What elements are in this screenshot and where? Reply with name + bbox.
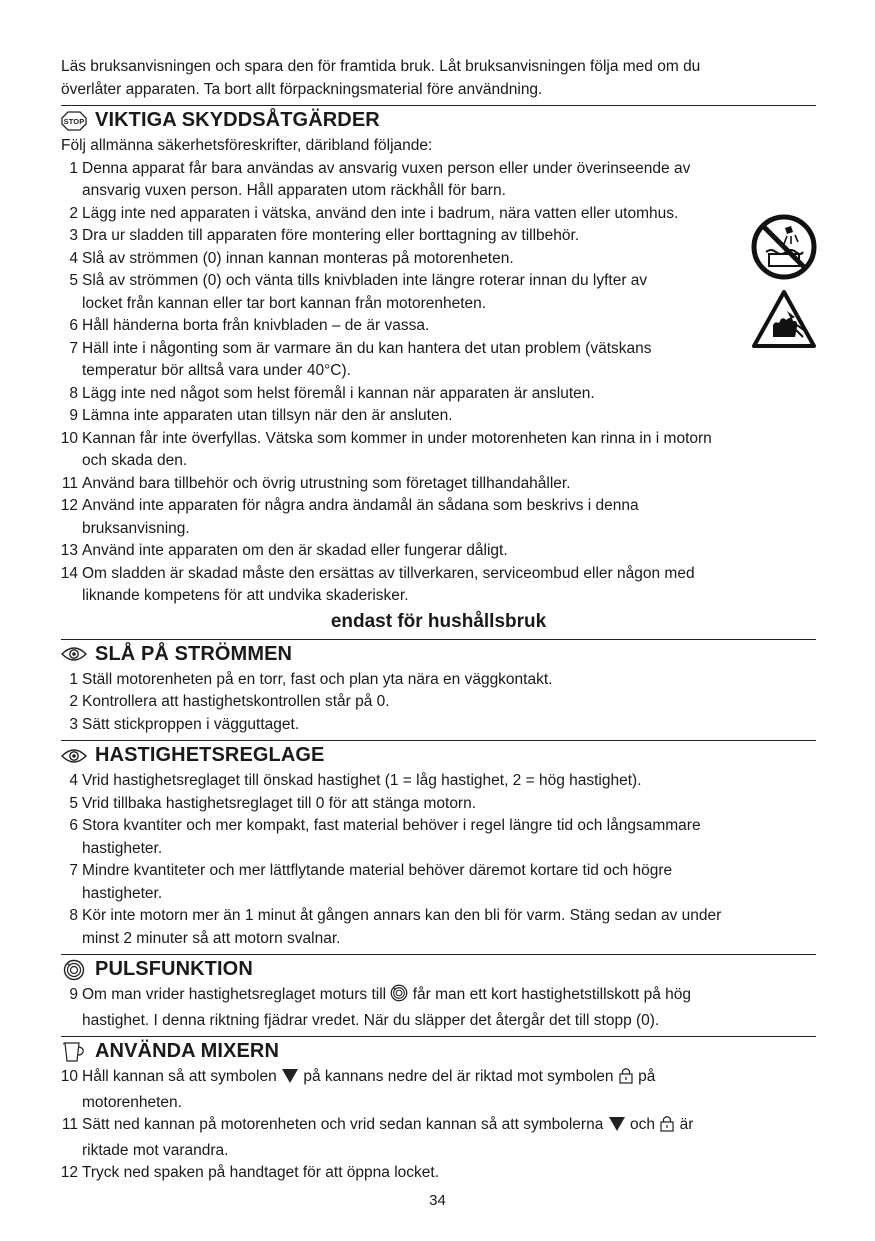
list-item: 4 Vrid hastighetsreglaget till önskad hastighet (1 = låg hastighet, 2 = hög hastighet). (69, 772, 642, 789)
list-item: 6 Håll händerna borta från knivbladen – de är vassa. (69, 317, 430, 334)
list-item: 8 Kör inte motorn mer än 1 minut åt gången annars kan den bli för varm. Stäng sedan av under minst 2 minuter så att motorn svalnar. (69, 907, 722, 947)
section-heading-use (61, 1036, 816, 1066)
lock-icon (618, 1066, 634, 1092)
list-item: 5 Slå av strömmen (0) och vänta tills knivbladen inte längre roterar innan du lyfter av locket från kannan eller tar bort kannan från motorenheten. (69, 272, 648, 312)
jug-icon (61, 1041, 87, 1063)
section-heading-speed (61, 740, 816, 770)
triangle-down-icon (608, 1116, 626, 1140)
list-item: 8 Lägg inte ned något som helst föremål i kannan när apparaten är ansluten. (69, 384, 595, 402)
section-title: VIKTIGA SKYDDSÅTGÄRDER (95, 109, 380, 131)
lock-icon (659, 1114, 675, 1140)
section-heading-power-on (61, 639, 816, 669)
section-title: HASTIGHETSREGLAGE (95, 744, 325, 766)
page-number: 34 (429, 1192, 446, 1209)
safety-list (61, 158, 816, 608)
manual-page (61, 56, 816, 1185)
speed-list (61, 770, 816, 950)
stop-icon (61, 110, 87, 132)
safety-pictograms (751, 214, 817, 354)
pulse-icon (390, 984, 408, 1010)
list-item: 12 Tryck ned spaken på handtaget för att öppna locket. (60, 1164, 440, 1181)
intro-line: överlåter apparaten. Ta bort allt förpackningsmaterial före användning. (61, 80, 543, 98)
list-item: 12 Använd inte apparaten för några andra ändamål än sådana som beskrivs i denna bruksanvisning. (60, 497, 639, 537)
list-item: 11 Sätt ned kannan på motorenheten och vrid sedan kannan så att symbolerna och är riktade mot varandra. (61, 1116, 694, 1159)
list-item: 3 Dra ur sladden till apparaten före montering eller borttagning av tillbehör. (69, 227, 580, 244)
section-heading-pulse (61, 954, 816, 984)
list-item: 11 Använd bara tillbehör och övrig utrustning som företaget tillhandahåller. (61, 474, 571, 492)
eye-icon (61, 745, 87, 767)
list-item: 2 Kontrollera att hastighetskontrollen står på 0. (69, 693, 390, 710)
list-item: 1 Denna apparat får bara användas av ansvarig vuxen person eller under överinseende av ansvarig vuxen person. Håll apparaten utom räckhåll för barn. (69, 159, 691, 199)
blade-warning-icon (751, 289, 817, 349)
list-item: 2 Lägg inte ned apparaten i vätska, använd den inte i badrum, nära vatten eller utomhus. (69, 204, 679, 222)
list-item: 1 Ställ motorenheten på en torr, fast och plan yta nära en väggkontakt. (69, 670, 553, 688)
triangle-down-icon (281, 1068, 299, 1092)
list-item: 14 Om sladden är skadad måste den ersättas av tillverkaren, serviceombud eller någon med liknande kompetens för att undvika skaderisker. (60, 564, 695, 604)
list-item: 7 Häll inte i någonting som är varmare än du kan hantera det utan problem (vätskans temperatur bör alltså vara under 40°C). (69, 339, 652, 379)
stop-icon-label: STOP (63, 116, 85, 126)
section-title: SLÅ PÅ STRÖMMEN (95, 642, 293, 665)
list-item: 9 Om man vrider hastighetsreglaget moturs till får man ett kort hastighetstillskott på hög hastighet. I denna riktning fjädrar vredet. När du släpper det återgår det till stopp (0). (69, 986, 691, 1029)
section-title: PULSFUNKTION (95, 958, 253, 980)
safety-lead: Följ allmänna säkerhetsföreskrifter, däribland följande: (61, 137, 433, 154)
list-item: 9 Lämna inte apparaten utan tillsyn när den är ansluten. (69, 407, 453, 424)
household-use-note: endast för hushållsbruk (330, 610, 547, 632)
list-item: 6 Stora kvantiter och mer kompakt, fast material behöver i regel längre tid och långsammare hastigheter. (69, 817, 701, 857)
pulse-list (61, 984, 816, 1032)
use-list (61, 1066, 816, 1185)
list-item: 7 Mindre kvantiteter och mer lättflytande material behöver däremot kortare tid och högre hastigheter. (69, 862, 673, 902)
list-item: 4 Slå av strömmen (0) innan kannan monteras på motorenheten. (69, 249, 514, 267)
pulse-icon (61, 959, 87, 981)
section-heading-safety (61, 105, 816, 135)
list-item: 5 Vrid tillbaka hastighetsreglaget till 0 för att stänga motorn. (69, 794, 477, 812)
no-water-icon (751, 214, 817, 280)
power-on-list (61, 669, 816, 737)
intro-line: Läs bruksanvisningen och spara den för framtida bruk. Låt bruksanvisningen följa med om du (61, 58, 701, 75)
list-item: 3 Sätt stickproppen i vägguttaget. (69, 715, 300, 733)
intro-text (61, 56, 816, 101)
section-title: ANVÄNDA MIXERN (95, 1040, 279, 1062)
list-item: 10 Håll kannan så att symbolen på kannans nedre del är riktad mot symbolen på motorenheten. (60, 1068, 656, 1111)
list-item: 10 Kannan får inte överfyllas. Vätska som kommer in under motorenheten kan rinna in i motorn och skada den. (60, 429, 712, 469)
list-item: 13 Använd inte apparaten om den är skadad eller fungerar dåligt. (60, 542, 508, 559)
eye-icon (61, 643, 87, 665)
